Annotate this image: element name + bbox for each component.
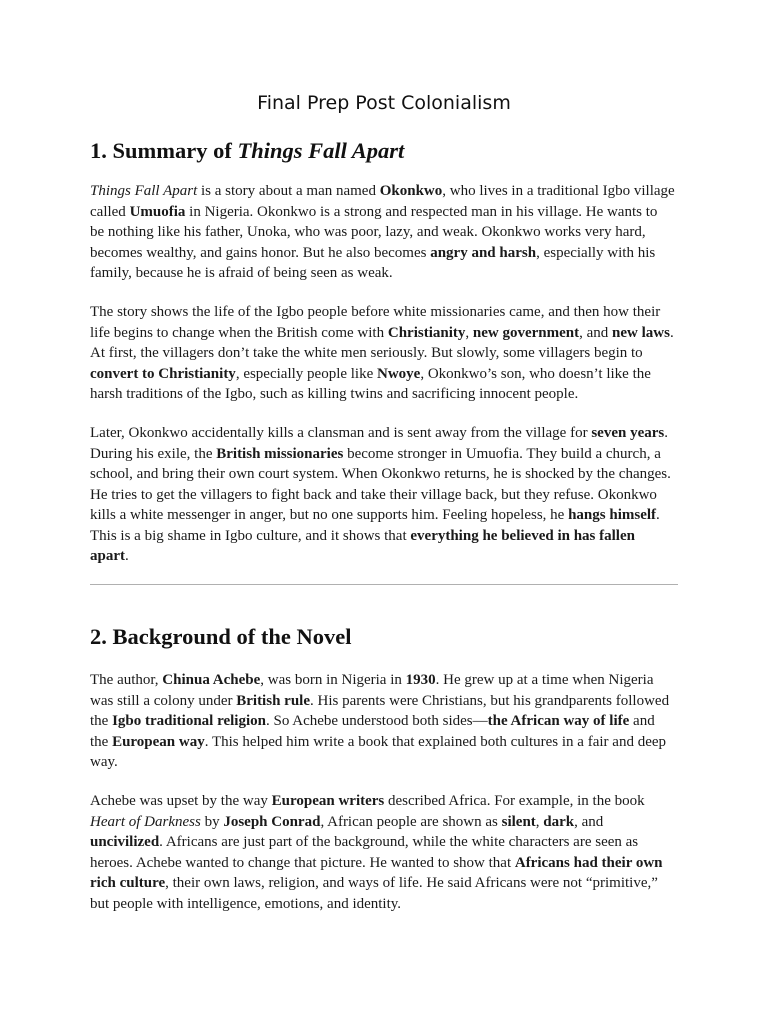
emphasis: hangs himself bbox=[568, 507, 657, 523]
text: The author, bbox=[90, 672, 163, 688]
emphasis: the African way of life bbox=[487, 713, 630, 729]
emphasis: European way bbox=[112, 733, 205, 750]
text: heroes. Achebe wanted to change that picture. He wanted to show that bbox=[90, 854, 515, 871]
text: , and bbox=[574, 813, 604, 830]
emphasis: Christianity bbox=[387, 324, 466, 341]
text: the bbox=[90, 733, 113, 750]
paragraph-summary-2 bbox=[90, 302, 680, 405]
text: . So Achebe understood both sides— bbox=[265, 713, 488, 729]
text: , Okonkwo’s son, who doesn’t like the bbox=[420, 365, 651, 382]
text: was still a colony under bbox=[90, 692, 237, 709]
text: , especially people like bbox=[235, 365, 378, 382]
emphasis: Nwoye bbox=[377, 365, 421, 382]
emphasis: British missionaries bbox=[216, 445, 344, 462]
text: becomes wealthy, and gains honor. But he also becomes bbox=[90, 244, 431, 261]
text: life begins to change when the British come with bbox=[90, 324, 388, 341]
text: . This helped him write a book that explained both cultures in a fair and deep bbox=[204, 733, 667, 750]
emphasis: seven years bbox=[591, 425, 665, 441]
text-line: family, because he is afraid of being seen as weak. bbox=[90, 265, 393, 281]
text-line: He tries to get the villagers to fight back and take their village back, but they refuse. Okonkwo bbox=[90, 486, 657, 503]
emphasis: dark bbox=[543, 813, 575, 830]
text: . bbox=[656, 507, 660, 523]
text: Achebe was upset by the way bbox=[90, 793, 272, 809]
text-line bbox=[90, 853, 680, 874]
text: become stronger in Umuofia. They build a church, a bbox=[343, 445, 661, 462]
section-heading-summary bbox=[90, 138, 404, 164]
text-line bbox=[90, 546, 680, 567]
text: , who lives in a traditional Igbo village bbox=[442, 183, 675, 199]
text: . His parents were Christians, but his grandparents followed bbox=[309, 692, 670, 709]
text: described Africa. For example, in the book bbox=[384, 793, 645, 809]
text: During his exile, the bbox=[90, 445, 217, 462]
text-line: be nothing like his father, Unoka, who was poor, lazy, and weak. Okonkwo works very hard, bbox=[90, 224, 646, 240]
text-line bbox=[90, 670, 680, 691]
paragraph-summary-1 bbox=[90, 181, 680, 284]
emphasis: new laws bbox=[612, 324, 670, 341]
text: , their own laws, religion, and ways of life. He said Africans were not “primitive,” bbox=[165, 875, 658, 891]
text-line bbox=[90, 526, 680, 547]
emphasis: 1930 bbox=[405, 672, 436, 688]
text: . He grew up at a time when Nigeria bbox=[435, 672, 654, 688]
emphasis: angry and harsh bbox=[430, 244, 537, 261]
emphasis: apart bbox=[90, 548, 125, 564]
text: . bbox=[669, 324, 674, 341]
book-title: Heart of Darkness bbox=[90, 813, 201, 830]
text: the bbox=[90, 713, 113, 729]
document-title: Final Prep Post Colonialism bbox=[257, 92, 511, 114]
text: , bbox=[535, 813, 544, 830]
emphasis: Umuofia bbox=[129, 203, 186, 220]
emphasis: Joseph Conrad bbox=[223, 813, 321, 830]
text: by bbox=[200, 813, 224, 830]
text-line: but people with intelligence, emotions, and identity. bbox=[90, 895, 402, 912]
emphasis: Chinua Achebe bbox=[162, 672, 261, 688]
text-line bbox=[90, 444, 680, 465]
text: Later, Okonkwo accidentally kills a clansman and is sent away from the village for bbox=[90, 425, 592, 441]
text-line bbox=[90, 711, 680, 732]
emphasis: Africans had their own bbox=[514, 854, 663, 871]
emphasis: European writers bbox=[271, 793, 385, 809]
text: , African people are shown as bbox=[320, 813, 502, 830]
text: kills a white messenger in anger, but no one supports him. Feeling hopeless, he bbox=[90, 507, 569, 523]
emphasis: silent bbox=[501, 813, 536, 830]
emphasis: new government bbox=[472, 324, 580, 341]
text-line bbox=[90, 364, 680, 385]
section-heading-background: 2. Background of the Novel bbox=[90, 624, 352, 649]
paragraph-summary-3 bbox=[90, 423, 680, 567]
text-line: school, and bring their own court system. When Okonkwo returns, he is shocked by the changes. bbox=[90, 466, 671, 482]
text-line bbox=[90, 832, 680, 853]
paragraph-background-1 bbox=[90, 670, 680, 773]
text: . Africans are just part of the background, while the white characters are seen as bbox=[159, 834, 639, 850]
text-line bbox=[90, 423, 680, 444]
text-line: way. bbox=[90, 754, 118, 770]
text-line bbox=[90, 791, 680, 812]
text: , and bbox=[579, 324, 613, 341]
book-title: Things Fall Apart bbox=[90, 183, 198, 199]
text: This is a big shame in Igbo culture, and it shows that bbox=[90, 527, 411, 544]
text: in Nigeria. Okonkwo is a strong and respected man in his village. He wants to bbox=[185, 203, 658, 220]
text-line bbox=[90, 812, 680, 833]
text-line bbox=[90, 873, 680, 894]
text-line bbox=[90, 732, 680, 753]
emphasis: Okonkwo bbox=[379, 183, 443, 199]
text: . bbox=[125, 548, 129, 564]
text: and bbox=[629, 713, 655, 729]
text: is a story about a man named bbox=[197, 183, 380, 199]
text-line: At first, the villagers don’t take the white men seriously. But slowly, some villagers begin to bbox=[90, 345, 643, 361]
text: called bbox=[90, 203, 130, 220]
heading-book-title: Things Fall Apart bbox=[237, 138, 405, 163]
text: . bbox=[664, 425, 668, 441]
text-line bbox=[90, 323, 680, 344]
text-line bbox=[90, 505, 680, 526]
horizontal-rule bbox=[90, 584, 678, 585]
emphasis: uncivilized bbox=[90, 834, 160, 850]
heading-text: 1. Summary of bbox=[90, 138, 238, 163]
text: , bbox=[465, 324, 473, 341]
text-line bbox=[90, 243, 680, 264]
emphasis: convert to Christianity bbox=[90, 365, 236, 382]
text-line bbox=[90, 181, 680, 202]
emphasis: everything he believed in has fallen bbox=[410, 527, 635, 544]
emphasis: rich culture bbox=[90, 875, 166, 891]
emphasis: British rule bbox=[236, 692, 310, 709]
text-line bbox=[90, 691, 680, 712]
emphasis: Igbo traditional religion bbox=[112, 713, 266, 729]
text: , was born in Nigeria in bbox=[260, 672, 406, 688]
text-line bbox=[90, 202, 680, 223]
paragraph-background-2 bbox=[90, 791, 680, 914]
text-line: harsh traditions of the Igbo, such as killing twins and sacrificing innocent people. bbox=[90, 386, 579, 402]
text-line: The story shows the life of the Igbo people before white missionaries came, and then how their bbox=[90, 304, 661, 320]
text: , especially with his bbox=[536, 244, 656, 261]
